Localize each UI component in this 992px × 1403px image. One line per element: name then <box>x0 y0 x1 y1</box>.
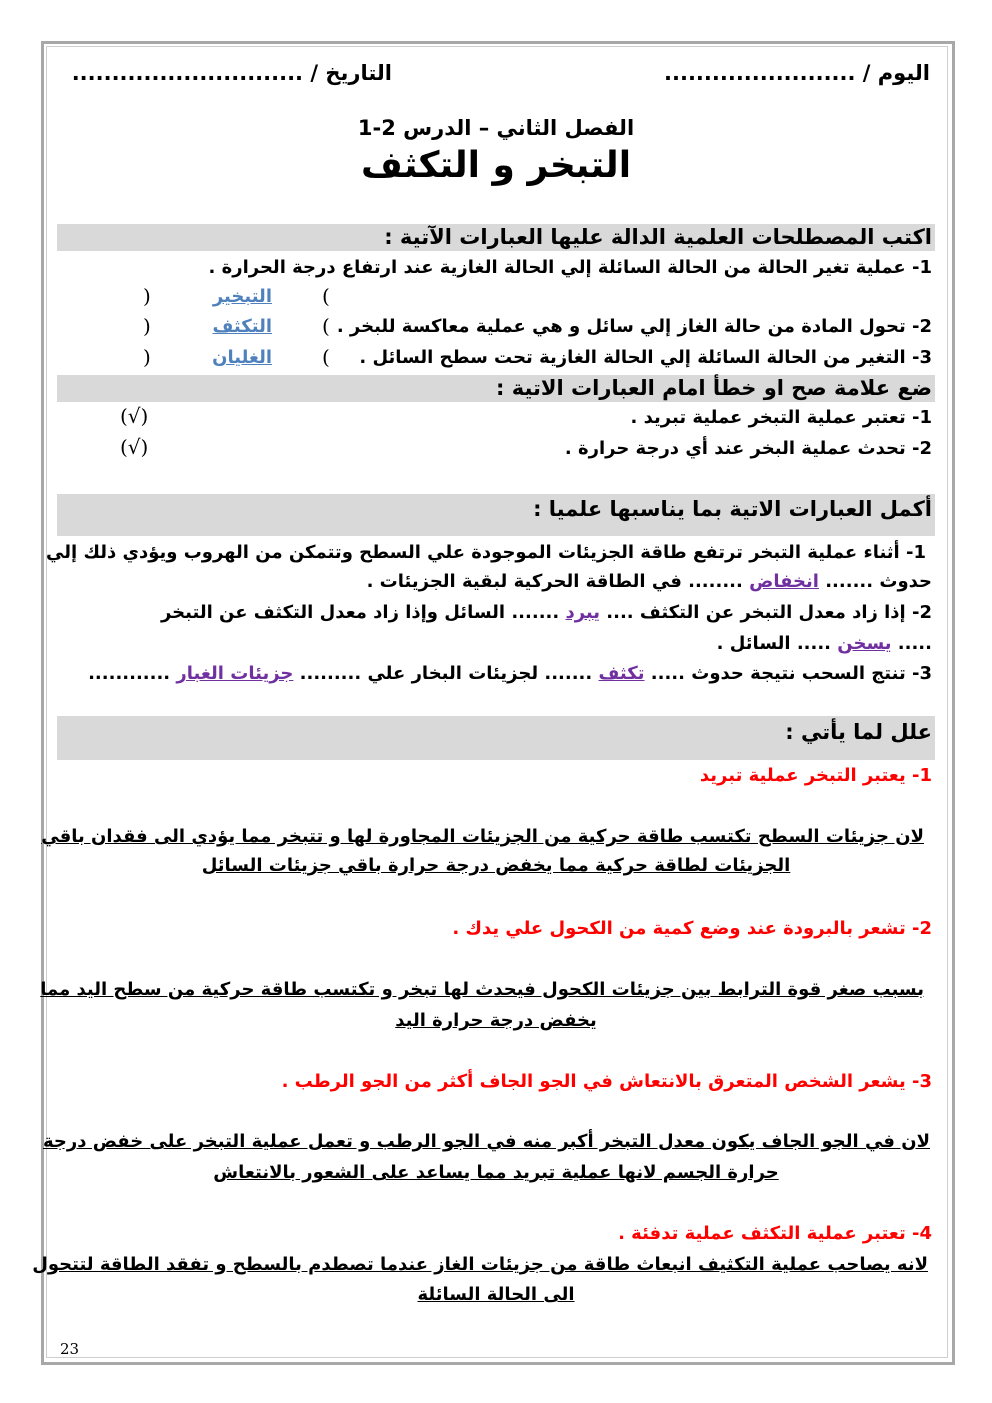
text: ............ <box>88 663 177 684</box>
tf-mark-1: (√) <box>120 404 149 428</box>
reason-question-3: 3- يشعر الشخص المتعرق بالانتعاش في الجو الجاف أكثر من الجو الرطب . <box>281 1071 932 1092</box>
page-number: 23 <box>60 1340 80 1358</box>
reason-answer-4-line1: لانه يصاحب عملية التكثيف انبعاث طاقة من جزيئات الغاز عندما تصطدم بالسطح و تفقد الطاقة لتتحول <box>32 1254 928 1275</box>
reason-question-1: 1- يعتبر التبخر عملية تبريد <box>699 765 932 786</box>
paren: ( <box>322 345 330 369</box>
paren: ( <box>322 284 330 308</box>
complete-3 <box>88 661 932 687</box>
reason-answer-1-line1: لان جزيئات السطح تكتسب طاقة حركية من الجزيئات المجاورة لها و تتبخر مما يؤدي الى فقدان باقي <box>41 826 924 847</box>
text: 2- إذا زاد معدل التبخر عن التكثف .... <box>600 602 932 623</box>
complete-answer-2b: يسخن <box>837 633 892 654</box>
text: 3- تنتج السحب نتيجة حدوث ..... <box>644 663 932 684</box>
date-blank: ............................. <box>71 61 304 85</box>
date-label: التاريخ / <box>310 61 392 85</box>
paren: ( <box>322 314 330 338</box>
reason-answer-3-line1: لان في الجو الجاف يكون معدل التبخر أكبر منه في الجو الرطب و تعمل عملية التبخر على خفض درجة <box>42 1131 930 1152</box>
complete-answer-3a: تكثف <box>598 663 645 684</box>
text: ....... السائل وإذا زاد معدل التكثف عن التبخر <box>160 602 566 623</box>
reason-question-2: 2- تشعر بالبرودة عند وضع كمية من الكحول علي يدك . <box>452 918 932 939</box>
tf-statement-1: 1- تعتبر عملية التبخر عملية تبريد . <box>630 407 932 428</box>
section2-heading: ضع علامة صح او خطأ امام العبارات الاتية : <box>496 376 932 400</box>
section3-heading: أكمل العبارات الاتية بما يناسبها علميا : <box>533 497 932 521</box>
complete-answer-3b: جزيئات الغبار <box>176 663 294 684</box>
complete-answer-1: انخفاض <box>749 571 819 592</box>
term-answer-3: الغليان <box>212 347 272 368</box>
day-field <box>664 60 930 86</box>
section4-heading: علل لما يأتي : <box>785 720 932 744</box>
term-question-2: 2- تحول المادة من حالة الغاز إلي سائل و هي عملية معاكسة للبخر . <box>336 316 932 337</box>
complete-1-line1: 1- أثناء عملية التبخر ترتفع طاقة الجزيئات الموجودة علي السطح وتتمكن من الهروب ويؤدي ذلك إلي <box>46 542 926 563</box>
text: ....... لجزيئات البخار علي ......... <box>293 663 599 684</box>
complete-answer-2a: يبرد <box>565 602 601 623</box>
term-answer-1: التبخير <box>212 286 272 307</box>
text: حدوث ....... <box>818 571 932 592</box>
day-blank: ........................ <box>664 61 856 85</box>
reason-answer-2-line2: يخفض درجة حرارة اليد <box>395 1010 597 1031</box>
section1-heading: اكتب المصطلحات العلمية الدالة عليها العبارات الآتية : <box>384 225 932 249</box>
complete-2-line2 <box>717 631 932 657</box>
reason-answer-1-line2: الجزيئات لطاقة حركية مما يخفض درجة حرارة باقي جزيئات السائل <box>201 855 791 876</box>
date-field <box>72 60 392 86</box>
complete-2-line1 <box>161 600 932 626</box>
text: ..... <box>891 633 932 654</box>
term-question-1: 1- عملية تغير الحالة من الحالة السائلة إلي الحالة الغازية عند ارتفاع درجة الحرارة . <box>208 257 932 278</box>
paren: ) <box>143 284 151 308</box>
text: ..... السائل . <box>716 633 838 654</box>
reason-answer-4-line2: الى الحالة السائلة <box>417 1284 575 1305</box>
term-question-3: 3- التغير من الحالة السائلة إلي الحالة الغازية تحت سطح السائل . <box>359 347 932 368</box>
reason-answer-3-line2: حرارة الجسم لانها عملية تبريد مما يساعد على الشعور بالانتعاش <box>213 1162 779 1183</box>
reason-question-4: 4- تعتبر عملية التكثف عملية تدفئة . <box>618 1223 932 1244</box>
text: ........ في الطاقة الحركية لبقية الجزيئات . <box>366 571 750 592</box>
term-answer-2: التكثف <box>212 316 272 337</box>
complete-1-line2 <box>367 569 932 595</box>
lesson-title: التبخر و التكثف <box>360 145 632 186</box>
tf-statement-2: 2- تحدث عملية البخر عند أي درجة حرارة . <box>564 438 932 459</box>
lesson-subtitle: الفصل الثاني – الدرس 2-1 <box>357 116 635 140</box>
paren: ) <box>143 314 151 338</box>
tf-mark-2: (√) <box>120 435 149 459</box>
reason-answer-2-line1: بسبب صغر قوة الترابط بين جزيئات الكحول فيحدث لها تبخر و تكتسب طاقة حركية من سطح اليد مما <box>40 979 924 1000</box>
paren: ) <box>143 345 151 369</box>
day-label: اليوم / <box>862 61 930 85</box>
